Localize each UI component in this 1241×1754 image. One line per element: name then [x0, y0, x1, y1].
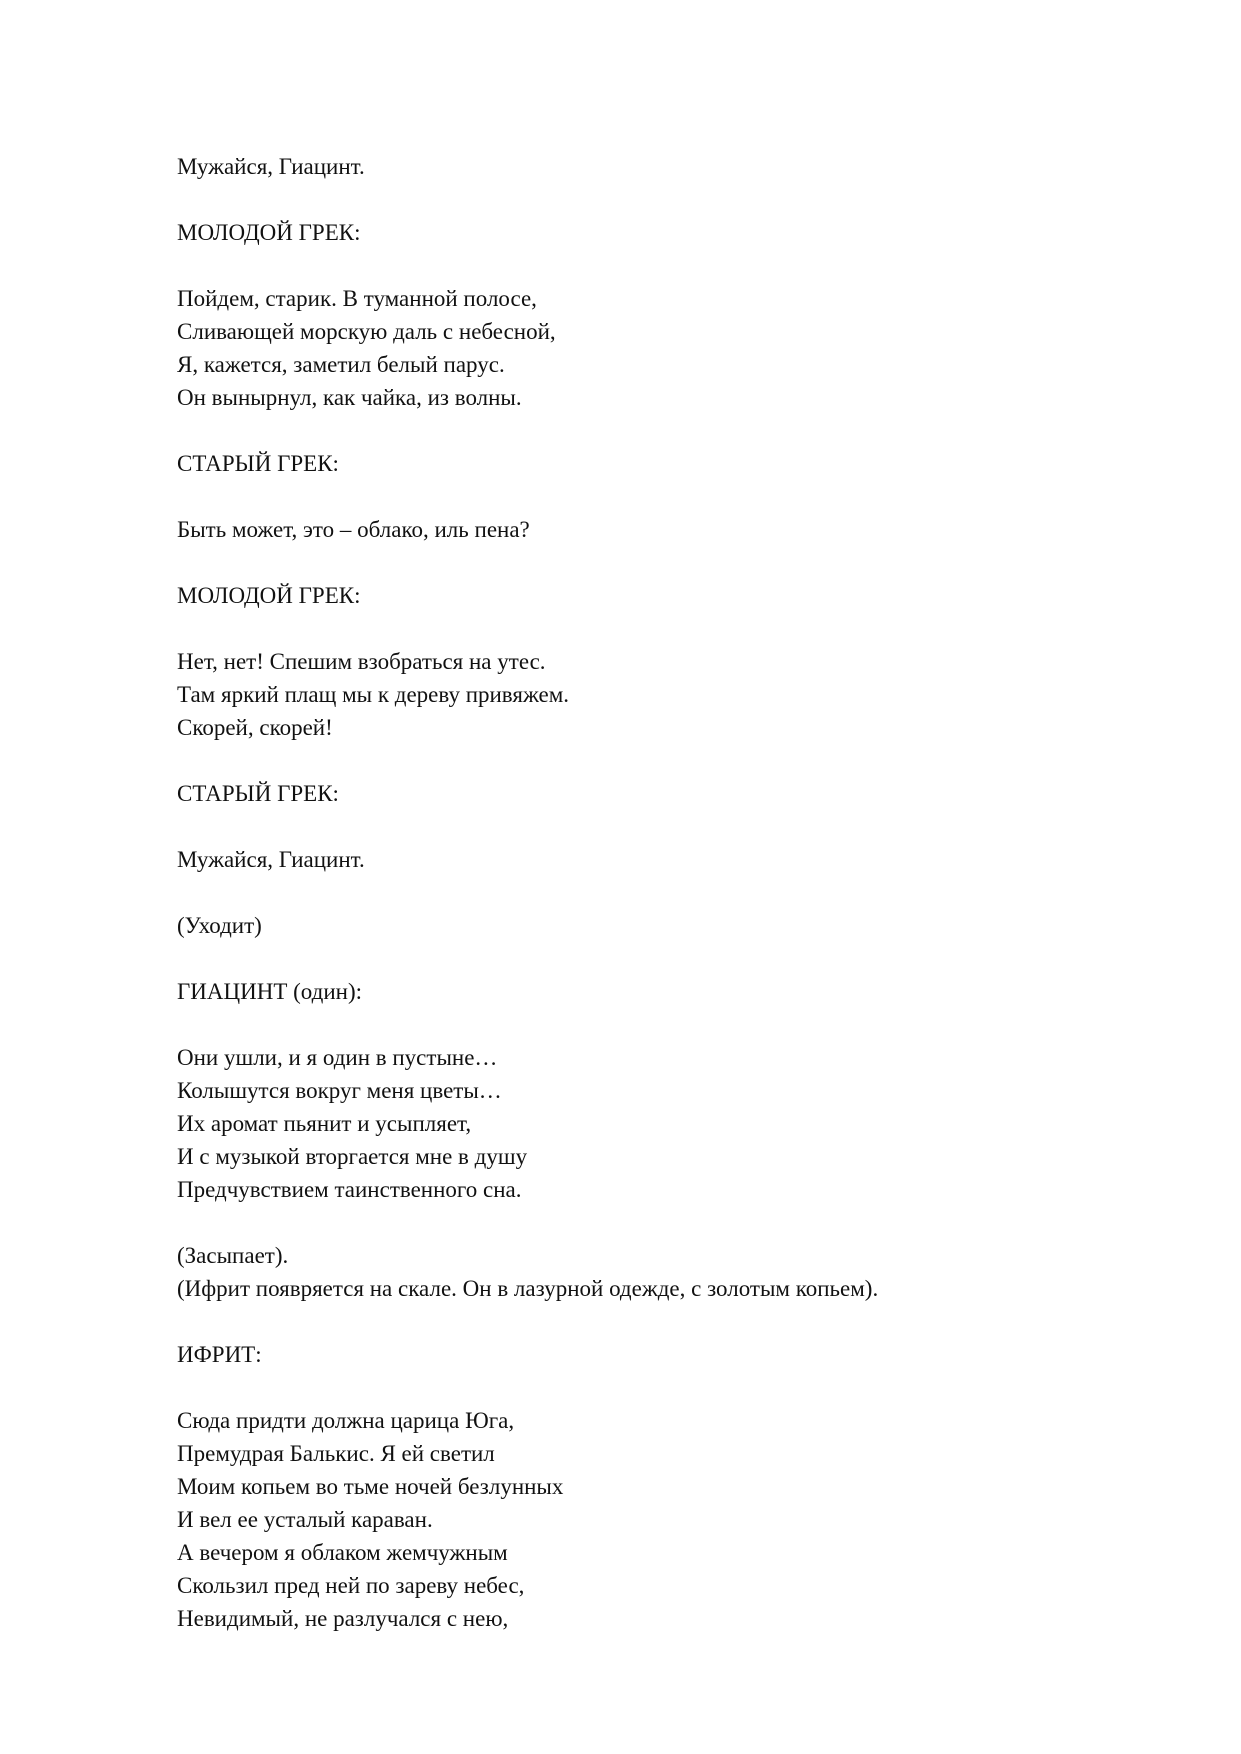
blank-line	[177, 480, 1177, 513]
blank-line	[177, 1305, 1177, 1338]
text-line: Нет, нет! Спешим взобраться на утес.	[177, 649, 546, 674]
text-line: Премудрая Балькис. Я ей светил	[177, 1441, 495, 1466]
text-line: МОЛОДОЙ ГРЕК:	[177, 583, 361, 608]
text-line: Моим копьем во тьме ночей безлунных	[177, 1474, 564, 1499]
blank-line	[177, 1371, 1177, 1404]
text-line: Быть может, это – облако, иль пена?	[177, 517, 530, 542]
text-line: И с музыкой вторгается мне в душу	[177, 1144, 528, 1169]
text-line: Скорей, скорей!	[177, 715, 333, 740]
blank-line	[177, 546, 1177, 579]
text-line: Сливающей морскую даль с небесной,	[177, 319, 556, 344]
blank-line	[177, 1008, 1177, 1041]
text-line: Я, кажется, заметил белый парус.	[177, 352, 505, 377]
text-line: ГИАЦИНТ (один):	[177, 979, 363, 1004]
blank-line	[177, 810, 1177, 843]
text-line: СТАРЫЙ ГРЕК:	[177, 451, 339, 476]
blank-line	[177, 942, 1177, 975]
blank-line	[177, 612, 1177, 645]
blank-line	[177, 1206, 1177, 1239]
text-line: Мужайся, Гиацинт.	[177, 154, 365, 179]
blank-line	[177, 414, 1177, 447]
text-line: ИФРИТ:	[177, 1342, 262, 1367]
text-line: МОЛОДОЙ ГРЕК:	[177, 220, 361, 245]
blank-line	[177, 744, 1177, 777]
text-line: Их аромат пьянит и усыпляет,	[177, 1111, 472, 1136]
text-line: Невидимый, не разлучался с нею,	[177, 1606, 509, 1631]
text-line: СТАРЫЙ ГРЕК:	[177, 781, 339, 806]
text-line: (Ифрит появряется на скале. Он в лазурной одежде, с золотым копьем).	[177, 1276, 879, 1301]
blank-line	[177, 876, 1177, 909]
text-line: Там яркий плащ мы к дереву привяжем.	[177, 682, 570, 707]
blank-line	[177, 183, 1177, 216]
text-line: Сюда придти должна царица Юга,	[177, 1408, 515, 1433]
text-line: Предчувствием таинственного сна.	[177, 1177, 522, 1202]
text-line: И вел ее усталый караван.	[177, 1507, 433, 1532]
text-body	[177, 150, 1177, 1635]
text-line: Мужайся, Гиацинт.	[177, 847, 365, 872]
text-line: (Засыпает).	[177, 1243, 289, 1268]
text-line: Они ушли, и я один в пустыне…	[177, 1045, 498, 1070]
text-line: Он вынырнул, как чайка, из волны.	[177, 385, 522, 410]
text-line: (Уходит)	[177, 913, 262, 938]
text-line: Скользил пред ней по зареву небес,	[177, 1573, 525, 1598]
blank-line	[177, 249, 1177, 282]
text-line: А вечером я облаком жемчужным	[177, 1540, 508, 1565]
text-line: Пойдем, старик. В туманной полосе,	[177, 286, 537, 311]
text-line: Колышутся вокруг меня цветы…	[177, 1078, 502, 1103]
